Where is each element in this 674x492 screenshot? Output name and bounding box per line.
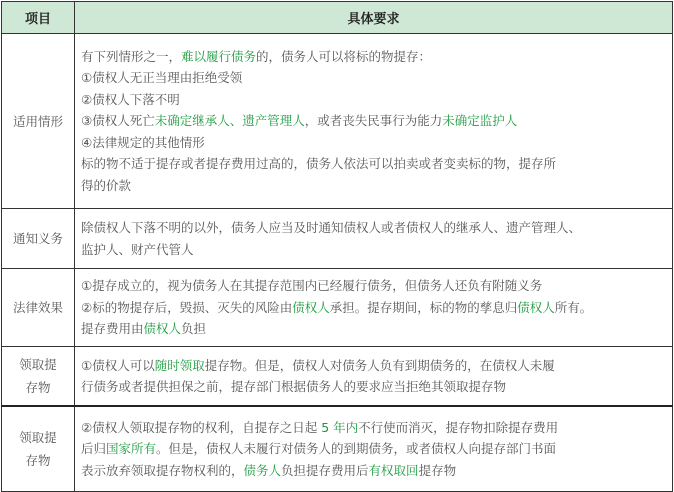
content-line (81, 438, 668, 460)
text-segment: 提存费用由 (81, 321, 144, 337)
highlighted-text: 债权人 (517, 299, 555, 315)
row-label-text: 法律效果 (12, 300, 63, 315)
highlighted-text: 未确定继承人、遗产管理人 (154, 113, 305, 129)
row-content (75, 209, 673, 269)
text-segment: 行债务或者提供担保之前，提存部门根据债务人的要求应当拒绝其领取提存物 (81, 379, 507, 394)
content-line (81, 46, 668, 68)
row-label-text: 领取提存物 (19, 357, 57, 395)
text-segment: 得的价款 (81, 177, 132, 193)
text-segment: ④法律规定的其他情形 (81, 134, 205, 150)
content-line (81, 67, 668, 89)
text-segment: ②标的物提存后，毁损、灭失的风险由 (81, 299, 293, 315)
table-header-row (2, 2, 673, 34)
row-label (2, 406, 75, 492)
text-segment: 除债权人下落不明的以外，债务人应当及时通知债权人或者债权人的继承人、遗产管理人、 (81, 220, 582, 235)
content-line (81, 217, 668, 239)
highlighted-text: 随时领取 (154, 357, 205, 373)
content-line (81, 460, 668, 482)
content-line (81, 175, 668, 197)
row-content (75, 347, 673, 407)
table-row (2, 269, 673, 347)
content-line (81, 355, 668, 377)
table-row (2, 34, 673, 209)
text-segment: 有下列情形之一， (81, 48, 182, 64)
content-line (81, 110, 668, 132)
text-segment: ①提存成立的，视为债务人在其提存范围内已经履行债务，但债务人还负有附随义务 (81, 278, 543, 294)
highlighted-text: 未确定监护人 (442, 113, 518, 129)
row-content (75, 34, 673, 209)
table-row (2, 209, 673, 269)
text-segment: 承担。提存期间，标的物的孳息归 (329, 299, 518, 315)
row-label-text: 通知义务 (12, 231, 63, 246)
row-label (2, 269, 75, 347)
text-segment: ①债权人可以 (81, 357, 155, 373)
text-segment: ①债权人无正当理由拒绝受领 (81, 70, 243, 86)
table-row (2, 347, 673, 407)
table-row (2, 406, 673, 492)
text-segment: 不行使而消灭，提存物扣除提存费用 (358, 419, 559, 435)
content-line (81, 275, 668, 297)
row-content (75, 406, 673, 492)
requirements-table (1, 1, 673, 492)
content-line (81, 297, 668, 319)
text-segment: 负担提存费用后 (281, 462, 369, 478)
highlighted-text: 有权取回 (368, 462, 419, 478)
text-segment: 提存物。但是，债权人对债务人负有到期债务的，在债权人未履 (204, 357, 555, 373)
text-segment: 所有。 (554, 299, 593, 315)
content-line (81, 89, 668, 111)
text-segment: ②债权人领取提存物的权利，自提存之日起 (81, 419, 322, 435)
row-label-text: 领取提存物 (19, 430, 57, 468)
row-label (2, 347, 75, 407)
text-segment: 的，债务人可以将标的物提存： (256, 48, 432, 64)
row-label (2, 34, 75, 209)
text-segment: 表示放弃领取提存物权利的， (81, 462, 244, 478)
content-line (81, 153, 668, 175)
text-segment: 负担 (181, 321, 207, 337)
content-line (81, 417, 668, 439)
text-segment: 监护人、财产代管人 (81, 241, 194, 257)
highlighted-text: 5 年内 (321, 419, 359, 435)
row-label (2, 209, 75, 269)
header-item: 项目 (2, 2, 75, 34)
content-line (81, 132, 668, 154)
highlighted-text: 国家所有 (106, 441, 157, 457)
row-content (75, 269, 673, 347)
highlighted-text: 债务人 (243, 462, 282, 478)
highlighted-text: 难以履行债务 (181, 48, 257, 64)
highlighted-text: 债权人 (292, 299, 330, 315)
text-segment: ②债权人下落不明 (81, 91, 180, 107)
text-segment: ③债权人死亡 (81, 113, 155, 129)
content-line (81, 376, 668, 398)
text-segment: 标的物不适于提存或者提存费用过高的，债务人依法可以拍卖或者变卖标的物，提存所 (81, 156, 557, 172)
content-line (81, 318, 668, 340)
header-requirements: 具体要求 (75, 2, 673, 34)
text-segment: 后归 (81, 441, 107, 457)
text-segment: 。但是，债权人未履行对债务人的到期债务，或者债权人向提存部门书面 (156, 441, 557, 457)
row-label-text: 适用情形 (12, 113, 63, 129)
content-line (81, 239, 668, 261)
highlighted-text: 债权人 (143, 321, 182, 337)
text-segment: ，或者丧失民事行为能力 (304, 113, 443, 129)
text-segment: 提存物 (418, 462, 457, 478)
